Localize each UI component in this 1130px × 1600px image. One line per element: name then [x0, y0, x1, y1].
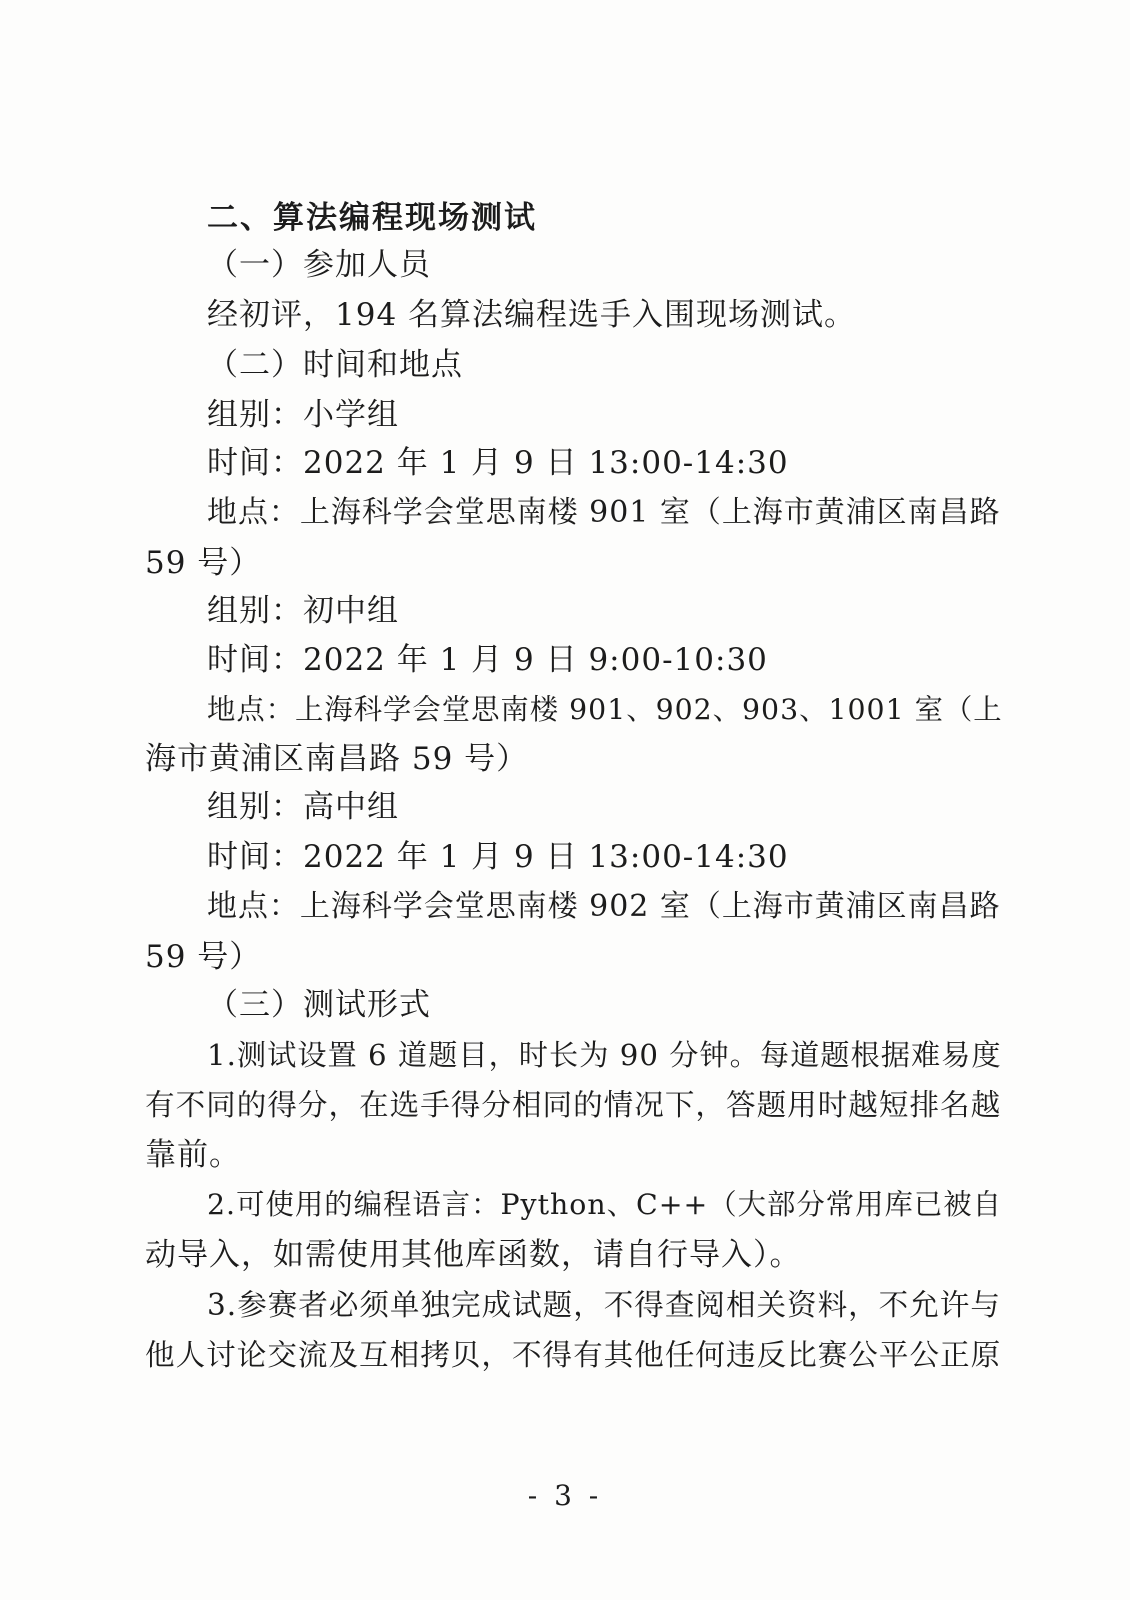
paragraph-line: 2.可使用的编程语言：Python、C++（大部分常用库已被自 [207, 1188, 1002, 1221]
paragraph-line: 动导入，如需使用其他库函数，请自行导入）。 [145, 1237, 802, 1273]
time-line-high: 时间：2022 年 1 月 9 日 13:00-14:30 [207, 839, 789, 875]
location-line-middle: 地点：上海科学会堂思南楼 901、902、903、1001 室（上 [207, 693, 1003, 726]
time-line-primary: 时间：2022 年 1 月 9 日 13:00-14:30 [207, 445, 789, 481]
group-label-middle: 组别：初中组 [207, 593, 399, 629]
location-line-primary: 地点：上海科学会堂思南楼 901 室（上海市黄浦区南昌路 [207, 495, 1001, 530]
paragraph-line: 经初评，194 名算法编程选手入围现场测试。 [207, 297, 857, 333]
time-line-middle: 时间：2022 年 1 月 9 日 9:00-10:30 [207, 642, 768, 678]
location-line-middle-cont: 海市黄浦区南昌路 59 号） [145, 741, 529, 777]
paragraph-line: 有不同的得分，在选手得分相同的情况下，答题用时越短排名越 [145, 1088, 1002, 1122]
group-label-high: 组别：高中组 [207, 789, 399, 825]
location-line-primary-cont: 59 号） [145, 545, 262, 581]
section-heading: 二、算法编程现场测试 [207, 200, 537, 236]
group-label-primary: 组别：小学组 [207, 397, 399, 433]
subsection-test-format: （三）测试形式 [207, 987, 431, 1023]
paragraph-line: 3.参赛者必须单独完成试题，不得查阅相关资料，不允许与 [207, 1288, 1001, 1322]
subsection-participants: （一）参加人员 [207, 247, 431, 283]
page-number: - 3 - [527, 1479, 603, 1512]
location-line-high-cont: 59 号） [145, 939, 262, 975]
paragraph-line: 1.测试设置 6 道题目，时长为 90 分钟。每道题根据难易度 [207, 1038, 1002, 1072]
paragraph-line: 他人讨论交流及互相拷贝，不得有其他任何违反比赛公平公正原 [145, 1338, 1002, 1372]
location-line-high: 地点：上海科学会堂思南楼 902 室（上海市黄浦区南昌路 [207, 889, 1001, 924]
subsection-time-place: （二）时间和地点 [207, 347, 463, 383]
paragraph-line: 靠前。 [145, 1137, 241, 1173]
